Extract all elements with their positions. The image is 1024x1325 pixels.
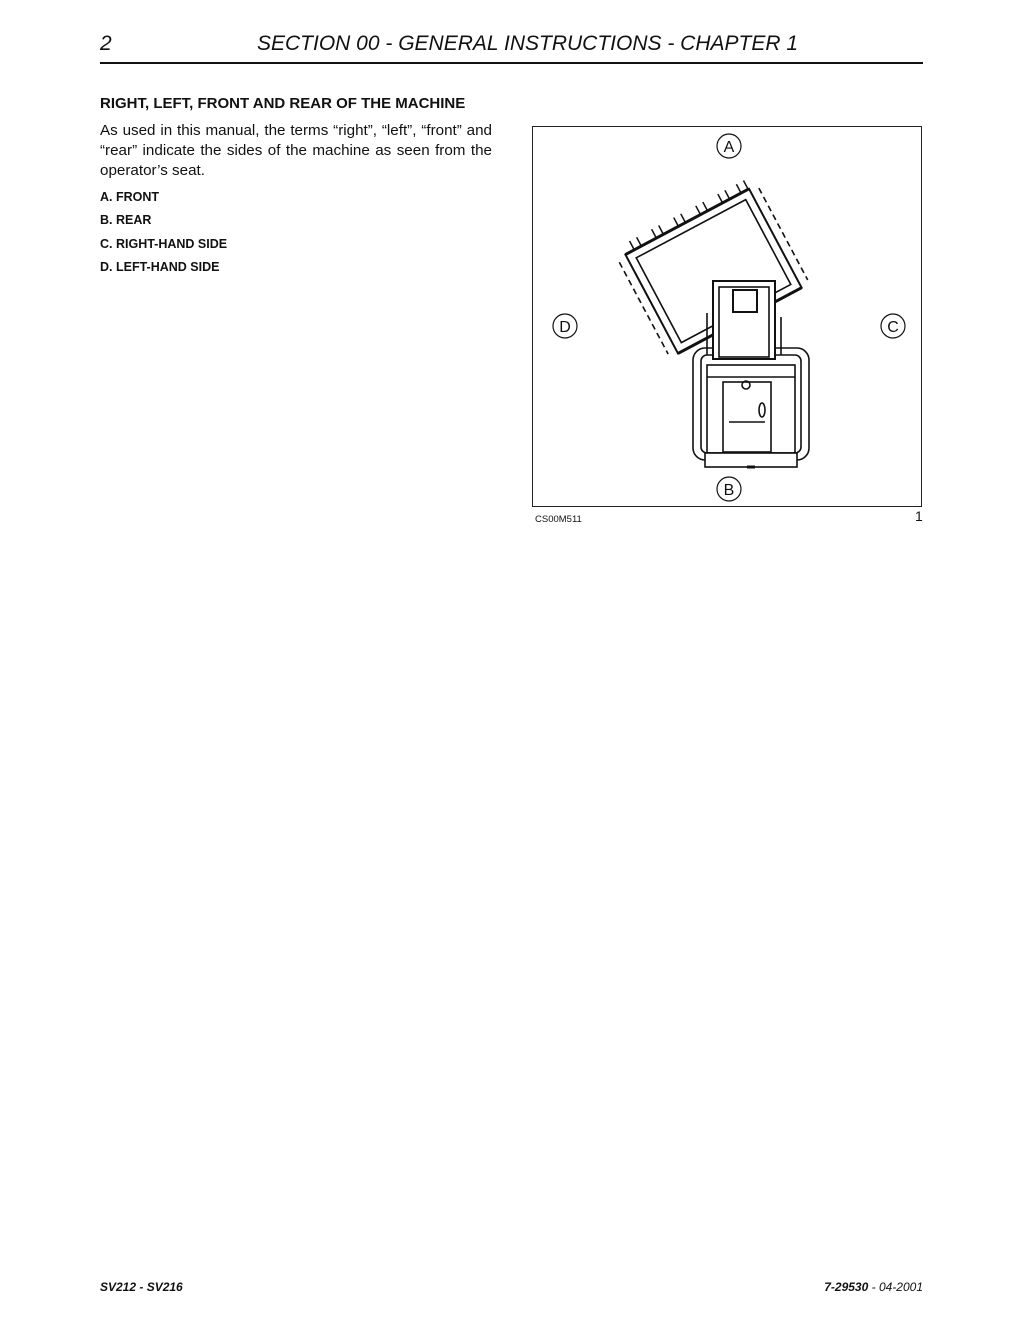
bucket-illustration: [613, 176, 810, 358]
page-number: 2: [100, 32, 112, 55]
footer-models: SV212 - SV216: [100, 1280, 183, 1294]
machine-orientation-figure: [532, 126, 922, 507]
label-d: D: [559, 319, 571, 336]
label-c: C: [887, 319, 899, 336]
label-b: B: [723, 482, 735, 499]
figure-number: 1: [915, 508, 923, 524]
page-header: [100, 30, 923, 64]
legend-item-left: D. LEFT-HAND SIDE: [100, 259, 220, 274]
intro-paragraph: As used in this manual, the terms “right”, “left”, “front” and “rear” indicate the sides of the machine as seen from the operator’s seat.: [100, 122, 492, 179]
legend-item-rear: B. REAR: [100, 213, 152, 228]
footer-doc-info: [824, 1280, 923, 1294]
label-a: A: [723, 139, 735, 156]
legend-list: [100, 189, 227, 282]
footer-date: 04-2001: [878, 1280, 923, 1294]
legend-item-front: A. FRONT: [100, 190, 160, 204]
footer-date-separator: -: [868, 1280, 879, 1294]
footer-doc-number: 7-29530: [824, 1280, 869, 1294]
legend-item-right: C. RIGHT-HAND SIDE: [100, 236, 228, 251]
machine-top-view-drawing: [533, 127, 921, 506]
section-heading: RIGHT, LEFT, FRONT AND REAR OF THE MACHINE: [100, 95, 466, 112]
figure-code: CS00M511: [535, 514, 582, 525]
section-title: SECTION 00 - GENERAL INSTRUCTIONS - CHAPTER 1: [257, 32, 799, 55]
